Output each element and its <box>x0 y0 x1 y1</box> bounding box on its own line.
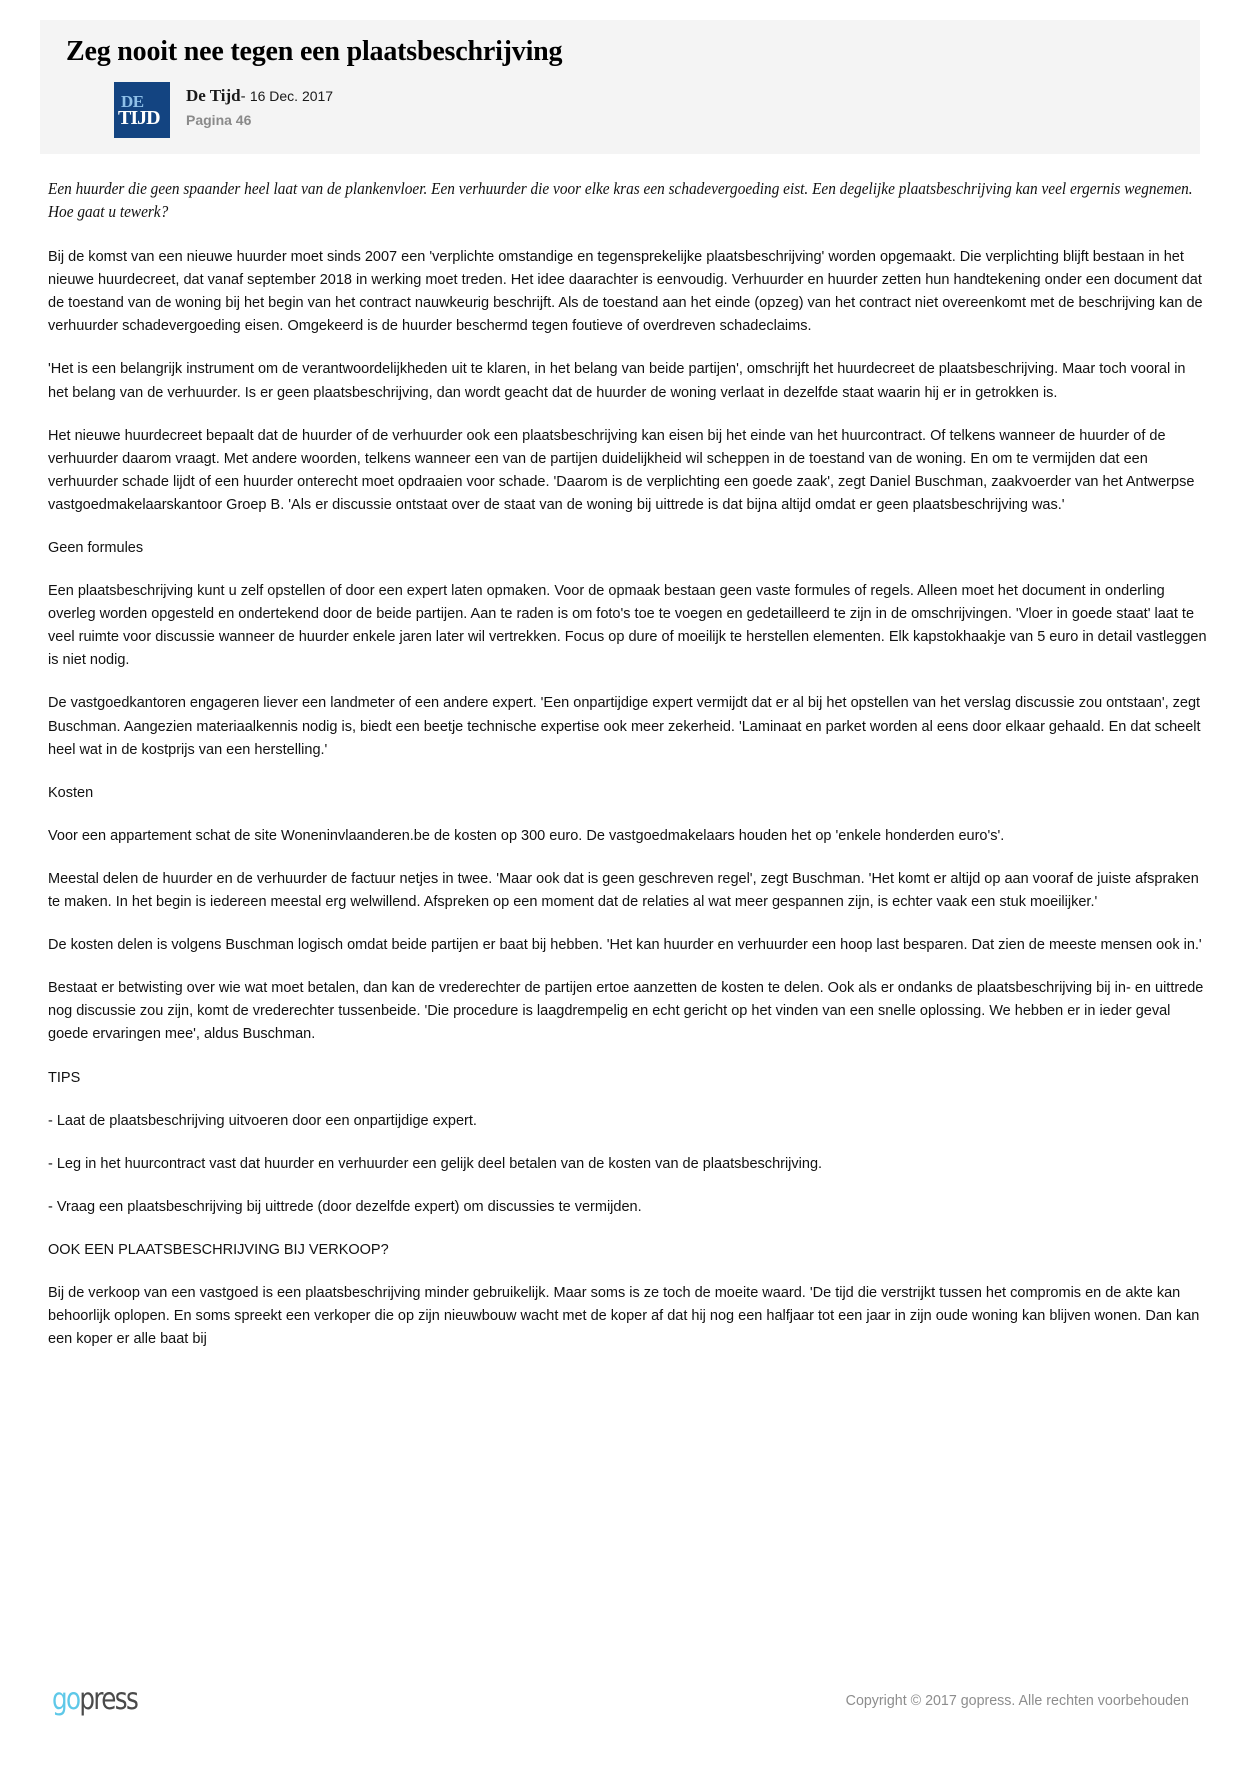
logo-line-de: DE <box>121 91 144 111</box>
article-body <box>40 154 1207 1380</box>
tip-item: - Leg in het huurcontract vast dat huurder en verhuurder een gelijk deel betalen van de kosten van de plaatsbeschrijving. <box>48 1154 823 1172</box>
de-tijd-logo <box>114 82 170 138</box>
gopress-logo <box>52 1682 138 1717</box>
tip-item: - Laat de plaatsbeschrijving uitvoeren door een onpartijdige expert. <box>48 1111 477 1129</box>
section-heading-kosten: Kosten <box>48 783 94 801</box>
section-heading-geen-formules: Geen formules <box>48 539 144 556</box>
gopress-logo-press: press <box>79 1682 138 1717</box>
page-footer <box>0 1670 1240 1730</box>
source-row <box>114 82 1186 138</box>
page-title: Zeg nooit nee tegen een plaatsbeschrijving <box>66 36 563 67</box>
section-heading-verkoop: OOK EEN PLAATSBESCHRIJVING BIJ VERKOOP? <box>48 1240 389 1258</box>
article-header <box>40 20 1200 154</box>
article-paragraph: Een plaatsbeschrijving kunt u zelf opstellen of door een expert laten opmaken. Voor de opmaak bestaan geen vaste formules of regels. Alleen moet het document in onderling overleg worden opgesteld en ondertekend door de beide partijen. Aan te raden is om foto's toe te voegen en gedetailleerd te zijn in de omschrijvingen. 'Vloer in goede staat' laat te veel ruimte voor discussie wanneer de huurder enkele jaren later wil vertrekken. Focus op dure of moeilijk te herstellen elementen. Elk kapstokhaakje van 5 euro in detail vastleggen is niet nodig. <box>48 582 1207 669</box>
source-meta <box>186 82 333 128</box>
source-name: De Tijd <box>186 86 241 106</box>
article-paragraph: Bij de komst van een nieuwe huurder moet sinds 2007 een 'verplichte omstandige en tegensprekelijke plaatsbeschrijving' worden opgemaakt. Die verplichting blijft bestaan in het nieuwe huurdecreet, dat vanaf september 2018 in werking moet treden. Het idee daarachter is eenvoudig. Verhuurder en huurder zetten hun handtekening onder een document dat de toestand van de woning bij het begin van het contract nauwkeurig beschrijft. Als de toestand aan het einde (opzeg) van het contract niet overeenkomt met de beschrijving kan de verhuurder schadevergoeding eisen. Omgekeerd is de huurder beschermd tegen foutieve of overdreven schadeclaims. <box>48 248 1203 335</box>
article-paragraph: Bij de verkoop van een vastgoed is een plaatsbeschrijving minder gebruikelijk. Maar soms is ze toch de moeite waard. 'De tijd die verstrijkt tussen het compromis en de akte kan behoorlijk oplopen. En soms spreekt een verkoper die op zijn nieuwbouw wacht met de koper af dat hij nog een halfjaar tot een jaar in zijn oude woning kan blijven wonen. Dan kan een koper er alle baat bij <box>48 1283 1200 1348</box>
copyright-notice: Copyright © 2017 gopress. Alle rechten voorbehouden <box>845 1691 1189 1709</box>
page-number-label: Pagina 46 <box>186 112 252 129</box>
article-paragraph: Bestaat er betwisting over wie wat moet betalen, dan kan de vrederechter de partijen ertoe aanzetten de kosten te delen. Ook als er ondanks de plaatsbeschrijving bij in- en uittrede nog discussie zou zijn, komt de vrederechter tussenbeide. 'Die procedure is laagdrempelig en echt gericht op het vinden van een snelle oplossing. We hebben er in ieder geval goede ervaringen mee', aldus Buschman. <box>48 979 1204 1043</box>
gopress-logo-go: go <box>52 1682 80 1717</box>
publication-date: 16 Dec. 2017 <box>249 88 334 105</box>
bottom-spacer <box>40 1370 1200 1380</box>
logo-line-tijd: TIJD <box>118 107 160 130</box>
article-paragraph: Het nieuwe huurdecreet bepaalt dat de huurder of de verhuurder ook een plaatsbeschrijving kan eisen bij het einde van het huurcontract. Of telkens wanneer de huurder of de verhuurder daarom vraagt. Met andere woorden, telkens wanneer een van de partijen duidelijkheid wil scheppen in de toestand van de woning. En om te vermijden dat een verhuurder schade lijdt of een huurder onterecht moet opdraaien voor schade. 'Daarom is de verplichting een goede zaak', zegt Daniel Buschman, zaakvoerder van het Antwerpse vastgoedmakelaarskantoor Groep B. 'Als er discussie ontstaat over de staat van de woning bij uittrede is dat bijna altijd omdat er geen plaatsbeschrijving was.' <box>48 426 1195 513</box>
section-heading-tips: TIPS <box>48 1068 81 1086</box>
article-lede: Een huurder die geen spaander heel laat van de plankenvloer. Een verhuurder die voor elke kras een schadevergoeding eist. Een degelijke plaatsbeschrijving kan veel ergernis wegnemen. Hoe gaat u tewerk? <box>48 179 1193 221</box>
article-paragraph: Voor een appartement schat de site Woneninvlaanderen.be de kosten op 300 euro. De vastgoedmakelaars houden het op 'enkele honderden euro's'. <box>48 826 1005 844</box>
article-paragraph: De vastgoedkantoren engageren liever een landmeter of een andere expert. 'Een onpartijdige expert vermijdt dat er al bij het opstellen van het verslag discussie zou ontstaan', zegt Buschman. Aangezien materiaalkennis nodig is, biedt een beetje technische expertise ook meer zekerheid. 'Laminaat en parket worden al eens door elkaar gehaald. En dat scheelt heel wat in de kostprijs van een herstelling.' <box>48 694 1201 758</box>
source-line <box>186 85 333 108</box>
tip-item: - Vraag een plaatsbeschrijving bij uittrede (door dezelfde expert) om discussies te vermijden. <box>48 1197 642 1215</box>
article-paragraph: De kosten delen is volgens Buschman logisch omdat beide partijen er baat bij hebben. 'Het kan huurder en verhuurder een hoop last besparen. Dat zien de meeste mensen ook in.' <box>48 936 1202 954</box>
article-paragraph: 'Het is een belangrijk instrument om de verantwoordelijkheden uit te klaren, in het belang van beide partijen', omschrijft het huurdecreet de plaatsbeschrijving. Maar toch vooral in het belang van de verhuurder. Is er geen plaatsbeschrijving, dan wordt geacht dat de huurder de woning verlaat in dezelfde staat waarin hij er in getrokken is. <box>48 360 1186 401</box>
article-paragraph: Meestal delen de huurder en de verhuurder de factuur netjes in twee. 'Maar ook dat is geen geschreven regel', zegt Buschman. 'Het komt er altijd op aan vooraf de juiste afspraken te maken. In het begin is iedereen meestal erg welwillend. Afspreken op een moment dat de relaties al wat meer gespannen zijn, is echter vaak een stuk moeilijker.' <box>48 869 1199 911</box>
source-separator: - <box>240 88 246 106</box>
document-page <box>0 20 1240 1774</box>
